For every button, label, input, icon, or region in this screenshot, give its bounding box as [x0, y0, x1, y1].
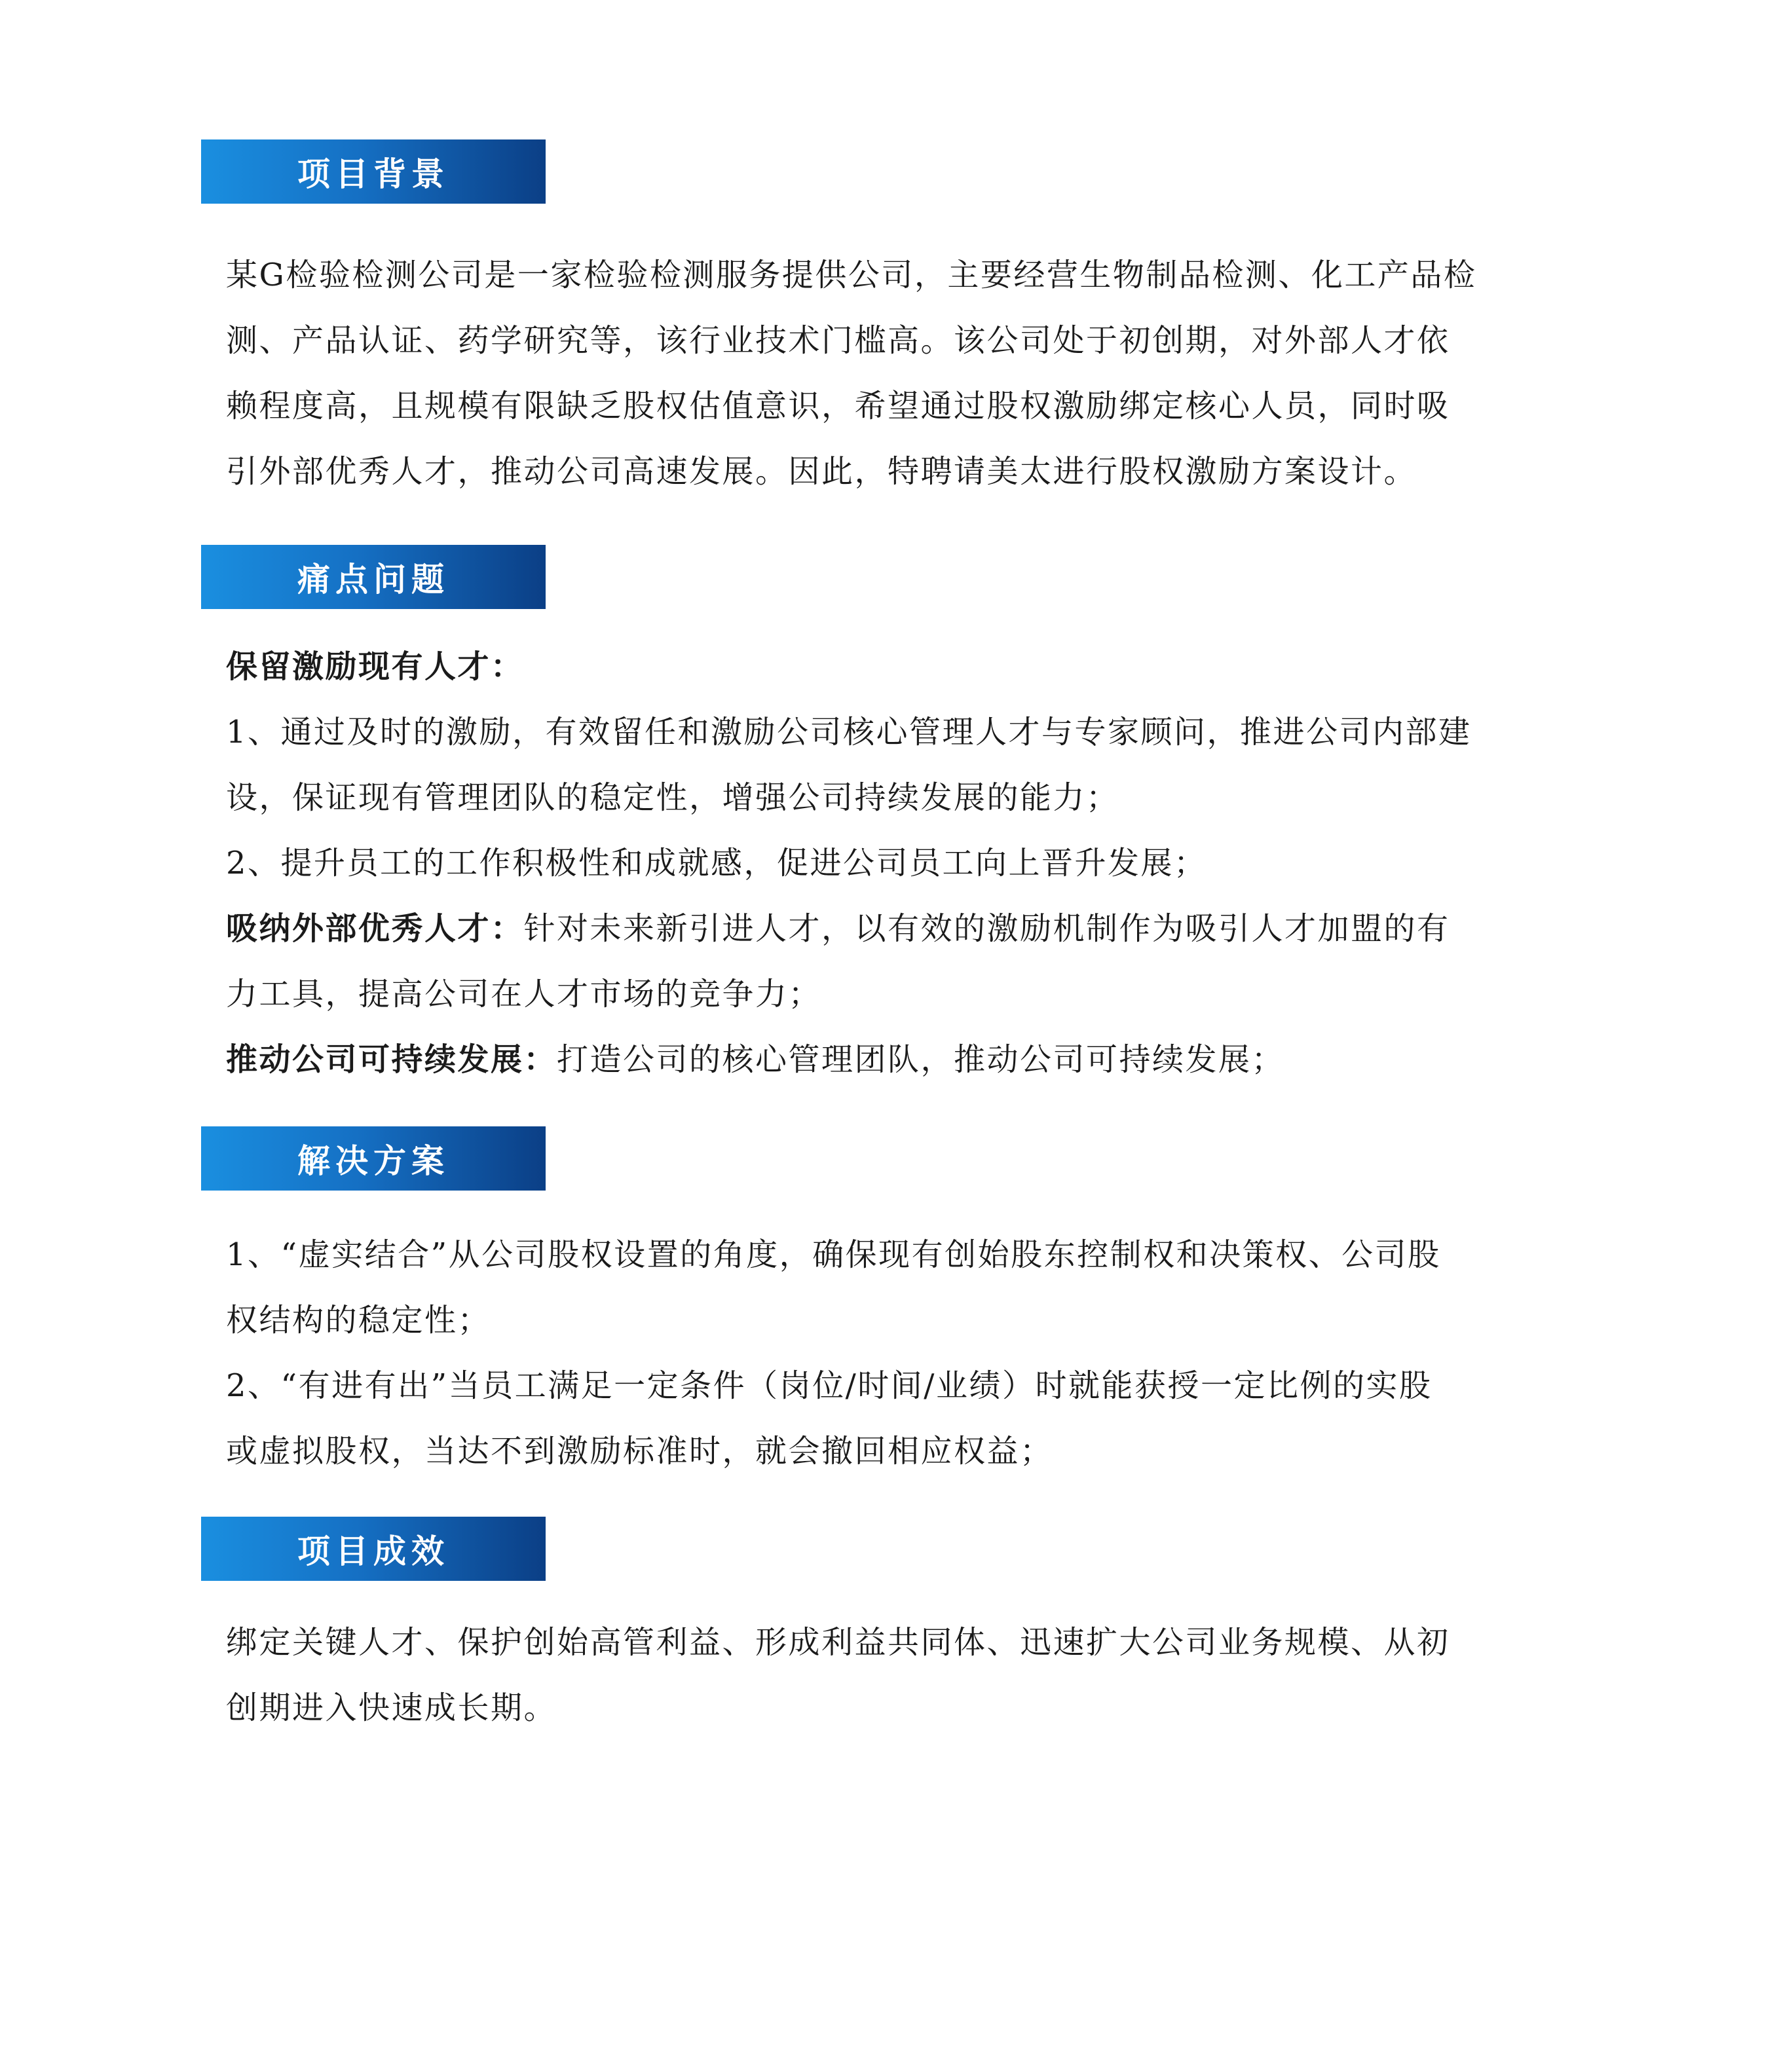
solution-content — [226, 1222, 1601, 1484]
section-title: 项目背景 — [297, 155, 449, 193]
sustain-development-line — [226, 1027, 1601, 1092]
paragraph-line: 引外部优秀人才，推动公司高速发展。因此，特聘请美太进行股权激励方案设计。 — [226, 453, 1417, 490]
section-title: 痛点问题 — [297, 560, 449, 599]
paragraph-line: 或虚拟股权，当达不到激励标准时，就会撤回相应权益； — [226, 1433, 1053, 1470]
paragraph-line: 某G检验检测公司是一家检验检测服务提供公司，主要经营生物制品检测、化工产品检 — [226, 257, 1477, 293]
section-header-solution — [201, 1126, 546, 1191]
background-paragraph — [226, 242, 1601, 504]
attract-text: 针对未来新引进人才，以有效的激励机制作为吸引人才加盟的有 — [523, 910, 1450, 947]
section-header-results — [201, 1517, 546, 1581]
pain-points-content — [226, 634, 1601, 1092]
section-header-pain-points — [201, 545, 546, 609]
paragraph-line: 力工具，提高公司在人才市场的竞争力； — [226, 976, 822, 1012]
paragraph-line: 1、通过及时的激励，有效留任和激励公司核心管理人才与专家顾问，推进公司内部建 — [226, 714, 1472, 750]
paragraph-line: 测、产品认证、药学研究等，该行业技术门槛高。该公司处于初创期，对外部人才依 — [226, 322, 1450, 359]
sustain-text: 打造公司的核心管理团队，推动公司可持续发展； — [557, 1041, 1285, 1078]
retain-talent-heading — [226, 634, 1601, 699]
paragraph-line: 权结构的稳定性； — [226, 1302, 491, 1339]
paragraph-line: 设，保证现有管理团队的稳定性，增强公司持续发展的能力； — [226, 779, 1119, 816]
results-paragraph — [226, 1610, 1601, 1741]
paragraph-line: 2、“有进有出”当员工满足一定条件（岗位/时间/业绩）时就能获授一定比例的实股 — [226, 1367, 1433, 1404]
section-header-background — [201, 139, 546, 204]
retain-heading-text: 保留激励现有人才： — [226, 648, 524, 685]
attract-heading-text: 吸纳外部优秀人才： — [226, 910, 524, 947]
paragraph-line: 创期进入快速成长期。 — [226, 1690, 557, 1726]
paragraph-line: 绑定关键人才、保护创始高管利益、形成利益共同体、迅速扩大公司业务规模、从初 — [226, 1624, 1450, 1661]
paragraph-line: 2、提升员工的工作积极性和成就感，促进公司员工向上晋升发展； — [226, 845, 1207, 881]
sustain-heading-text: 推动公司可持续发展： — [226, 1041, 557, 1078]
section-title: 项目成效 — [297, 1532, 449, 1570]
attract-talent-line — [226, 896, 1601, 961]
paragraph-line: 赖程度高，且规模有限缺乏股权估值意识，希望通过股权激励绑定核心人员，同时吸 — [226, 388, 1450, 424]
section-title: 解决方案 — [297, 1141, 449, 1180]
paragraph-line: 1、“虚实结合”从公司股权设置的角度，确保现有创始股东控制权和决策权、公司股 — [226, 1236, 1441, 1273]
